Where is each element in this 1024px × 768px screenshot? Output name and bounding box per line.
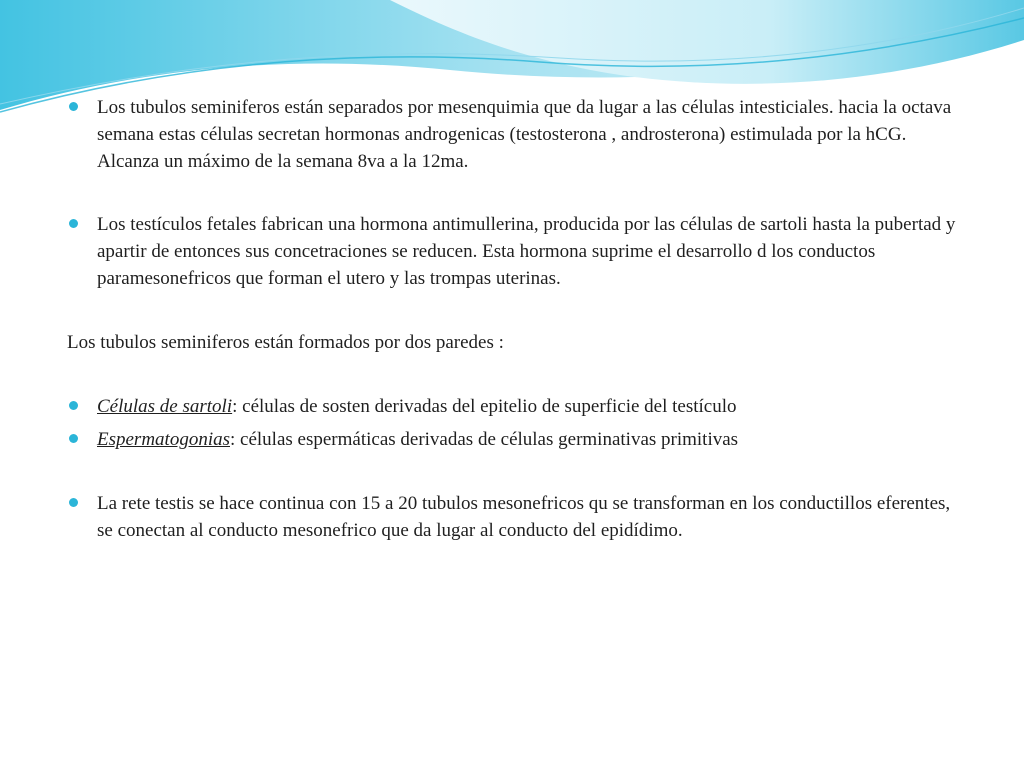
bullet-text: La rete testis se hace continua con 15 a 20 tubulos mesonefricos qu se transforman en los conductillos eferentes, se conectan al conducto mesonefrico que da lugar al conducto del epidídimo.	[97, 493, 951, 541]
spacer	[67, 292, 967, 329]
term-label: Células de sartoli	[97, 396, 233, 417]
spacer	[67, 175, 967, 211]
bullet-item-antimullerian-hormone	[67, 211, 967, 292]
bullet-item-spermatogonia	[67, 426, 967, 453]
term-label: Espermatogonias	[97, 429, 230, 450]
bullet-dot-icon	[69, 434, 78, 443]
spacer	[67, 453, 967, 490]
bullet-text: Los tubulos seminiferos están separados por mesenquimia que da lugar a las células intesticiales. hacia la octava semana estas células secretan hormonas androgenicas (testosterona , androsterona) estimulada por la hCG. Alcanza un máximo de la semana 8va a la 12ma.	[97, 97, 952, 172]
bullet-text: : células espermáticas derivadas de células germinativas primitivas	[230, 429, 739, 450]
bullet-dot-icon	[69, 219, 78, 228]
plain-text-line: Los tubulos seminiferos están formados por dos paredes :	[67, 332, 504, 353]
bullet-dot-icon	[69, 102, 78, 111]
slide-body	[67, 94, 967, 544]
bullet-text: Los testículos fetales fabrican una hormona antimullerina, producida por las células de sartoli hasta la pubertad y apartir de entonces sus concetraciones se reducen. Esta hormona suprime el desarrollo d los conductos paramesonefricos que forman el utero y las trompas uterinas.	[97, 214, 956, 289]
bullet-item-leydig-cells	[67, 94, 967, 175]
bullet-dot-icon	[69, 498, 78, 507]
spacer	[67, 356, 967, 393]
bullet-item-rete-testis	[67, 490, 967, 544]
bullet-dot-icon	[69, 401, 78, 410]
bullet-text: : células de sosten derivadas del epitelio de superficie del testículo	[232, 396, 737, 417]
bullet-item-sertoli-cells	[67, 393, 967, 420]
